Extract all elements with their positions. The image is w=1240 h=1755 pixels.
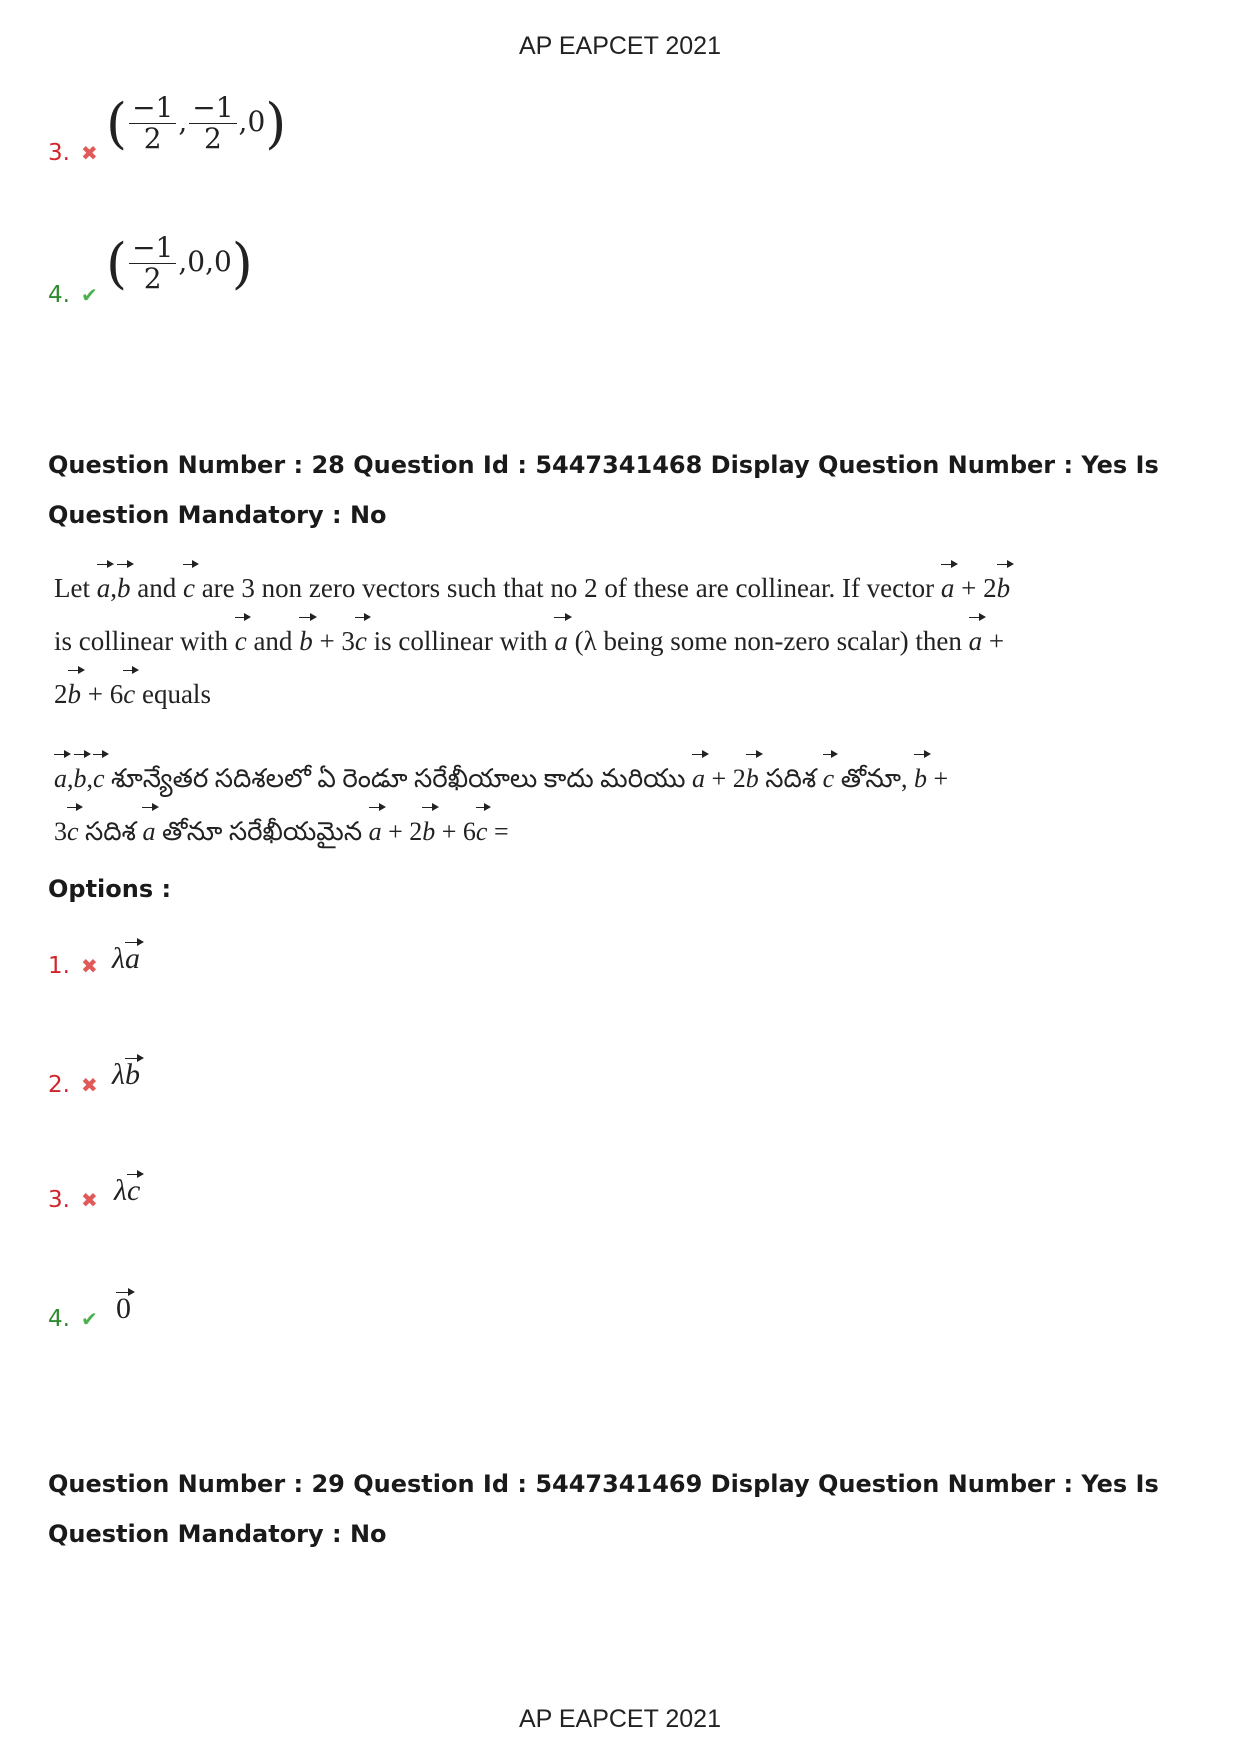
option-number: 4. — [48, 282, 70, 308]
option-2 — [48, 1072, 98, 1098]
option-number: 4. — [48, 1306, 70, 1332]
question-29-header: Question Number : 29 Question Id : 5447341469 Display Question Number : Yes Is Question Mandatory : No — [48, 1470, 1159, 1548]
prev-option-3 — [48, 140, 98, 166]
english-line-1: Let a,b and c are 3 non zero vectors such that no 2 of these are collinear. If vector a + 2b — [54, 560, 1010, 613]
option-number: 2. — [48, 1072, 70, 1098]
correct-mark-icon: ✔ — [81, 1307, 98, 1331]
english-line-3: 2b + 6c equals — [54, 666, 1010, 719]
question-28-telugu-text — [54, 750, 948, 856]
prev-option-4-value: ( $\frac{-1}{2}$ ,0,0) — [106, 231, 253, 295]
option-3 — [48, 1187, 98, 1213]
option-number: 3. — [48, 1187, 70, 1213]
page-header: AP EAPCET 2021 — [519, 32, 721, 60]
prev-option-4 — [48, 282, 98, 308]
options-label: Options : — [48, 875, 172, 903]
telugu-line-2: 3c సదిశ a తోనూ సరేఖీయమైన a + 2b + 6c = — [54, 803, 948, 856]
option-1 — [48, 953, 98, 979]
wrong-mark-icon: ✖ — [81, 141, 98, 165]
correct-mark-icon: ✔ — [81, 283, 98, 307]
option-3-value: λc — [114, 1170, 140, 1208]
wrong-mark-icon: ✖ — [81, 1073, 98, 1097]
question-28-header: Question Number : 28 Question Id : 5447341468 Display Question Number : Yes Is Question Mandatory : No — [48, 451, 1159, 529]
wrong-mark-icon: ✖ — [81, 954, 98, 978]
english-line-2: is collinear with c and b + 3c is collinear with a (λ being some non-zero scalar) then a + — [54, 613, 1010, 666]
question-28-english-text — [54, 560, 1010, 719]
page-footer: AP EAPCET 2021 — [519, 1705, 721, 1733]
option-number: 1. — [48, 953, 70, 979]
option-1-value: λa — [112, 938, 140, 976]
option-2-value: λb — [112, 1054, 140, 1092]
option-number: 3. — [48, 140, 70, 166]
telugu-line-1: a,b,c శూన్యేతర సదిశలలో ఏ రెండూ సరేఖీయాలు కాదు మరియు a + 2b సదిశ c తోనూ, b + — [54, 750, 948, 803]
prev-option-3-value: ( $\frac{-1}{2}$ , $\frac{-1}{2}$ ,0) — [106, 91, 287, 155]
option-4-value: 0 — [116, 1288, 131, 1326]
option-4 — [48, 1306, 98, 1332]
wrong-mark-icon: ✖ — [81, 1188, 98, 1212]
